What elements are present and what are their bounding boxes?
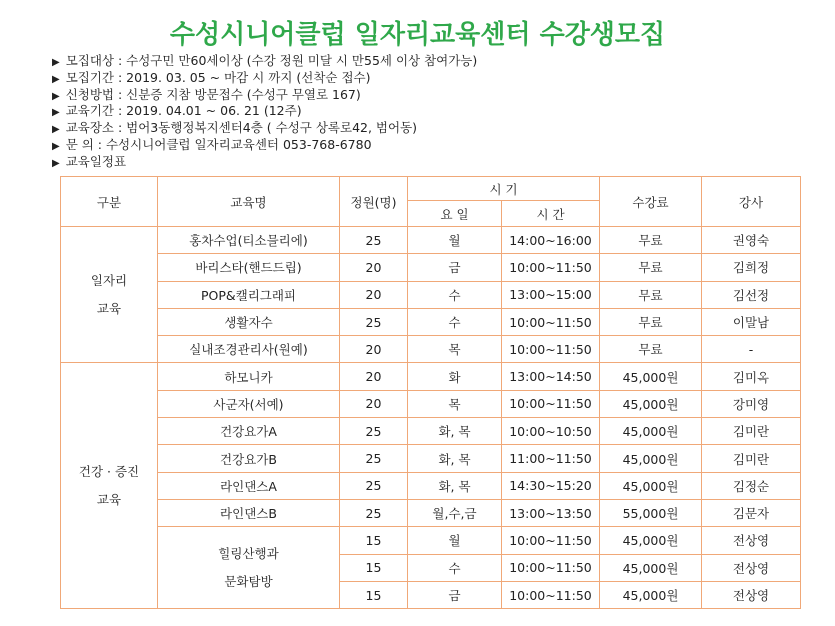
fee-cell: 45,000원 [600,581,702,608]
day-cell: 화, 목 [408,445,502,472]
day-cell: 월 [408,227,502,254]
instructor-cell: 이말남 [702,308,801,335]
instructor-cell: 김미란 [702,445,801,472]
table-row [61,445,801,472]
table-row [61,390,801,417]
instructor-cell: 김미옥 [702,363,801,390]
fee-cell: 무료 [600,227,702,254]
category-cell-job: 일자리 교육 [61,227,158,363]
fee-cell: 45,000원 [600,554,702,581]
table-row [61,308,801,335]
info-contact: ▶ 문 의 : 수성시니어클럽 일자리교육센터 053-768-6780 [52,137,812,154]
capacity-cell: 25 [340,308,408,335]
day-cell: 화, 목 [408,472,502,499]
schedule-table [60,176,801,609]
instructor-cell: 전상영 [702,581,801,608]
fee-cell: 무료 [600,281,702,308]
info-edu-period: ▶ 교육기간 : 2019. 04.01 ~ 06. 21 (12주) [52,103,812,120]
bullet-icon: ▶ [52,73,60,85]
header-day: 요 일 [408,201,502,227]
bullet-icon: ▶ [52,107,60,119]
course-cell: 생활자수 [158,308,340,335]
header-capacity: 정원(명) [340,177,408,227]
table-row [61,418,801,445]
fee-cell: 45,000원 [600,418,702,445]
time-cell: 14:00~16:00 [502,227,600,254]
bullet-icon: ▶ [52,90,60,102]
table-row [61,363,801,390]
capacity-cell: 15 [340,581,408,608]
time-cell: 10:00~11:50 [502,390,600,417]
instructor-cell: 전상영 [702,554,801,581]
header-instructor: 강사 [702,177,801,227]
day-cell: 목 [408,390,502,417]
table-row [61,281,801,308]
capacity-cell: 25 [340,445,408,472]
capacity-cell: 25 [340,472,408,499]
course-cell: 건강요가B [158,445,340,472]
capacity-cell: 20 [340,363,408,390]
info-target: ▶ 모집대상 : 수성구민 만60세이상 (수강 정원 미달 시 만55세 이상 참여가능) [52,53,812,70]
day-cell: 수 [408,281,502,308]
table-row [61,472,801,499]
category-cell-health: 건강 · 증진 교육 [61,363,158,609]
instructor-cell: 김문자 [702,499,801,526]
header-time: 시 간 [502,201,600,227]
header-fee: 수강료 [600,177,702,227]
fee-cell: 무료 [600,308,702,335]
day-cell: 수 [408,554,502,581]
bullet-icon: ▶ [52,124,60,136]
table-row [61,227,801,254]
day-cell: 수 [408,308,502,335]
course-cell: 하모니카 [158,363,340,390]
time-cell: 10:00~11:50 [502,308,600,335]
info-period: ▶ 모집기간 : 2019. 03. 05 ~ 마감 시 까지 (선착순 접수) [52,70,812,87]
instructor-cell: 김희정 [702,254,801,281]
table-row [61,499,801,526]
table-row [61,254,801,281]
time-cell: 10:00~11:50 [502,527,600,554]
time-cell: 13:00~14:50 [502,363,600,390]
header-time-group: 시 기 [408,177,600,201]
capacity-cell: 15 [340,527,408,554]
fee-cell: 45,000원 [600,445,702,472]
fee-cell: 무료 [600,254,702,281]
course-cell: 라인댄스B [158,499,340,526]
day-cell: 금 [408,254,502,281]
time-cell: 11:00~11:50 [502,445,600,472]
time-cell: 13:00~15:00 [502,281,600,308]
instructor-cell: 김정순 [702,472,801,499]
fee-cell: 45,000원 [600,472,702,499]
course-cell: 라인댄스A [158,472,340,499]
course-cell: 실내조경관리사(원예) [158,336,340,363]
capacity-cell: 20 [340,336,408,363]
capacity-cell: 20 [340,390,408,417]
instructor-cell: 권영숙 [702,227,801,254]
instructor-cell: 김미란 [702,418,801,445]
day-cell: 화, 목 [408,418,502,445]
instructor-cell: 전상영 [702,527,801,554]
capacity-cell: 25 [340,227,408,254]
day-cell: 월 [408,527,502,554]
time-cell: 10:00~10:50 [502,418,600,445]
capacity-cell: 25 [340,418,408,445]
header-course: 교육명 [158,177,340,227]
instructor-cell: - [702,336,801,363]
day-cell: 화 [408,363,502,390]
table-row [61,336,801,363]
day-cell: 금 [408,581,502,608]
fee-cell: 55,000원 [600,499,702,526]
course-cell-merged: 힐링산행과 문화탐방 [158,527,340,609]
capacity-cell: 20 [340,281,408,308]
capacity-cell: 15 [340,554,408,581]
fee-cell: 45,000원 [600,527,702,554]
course-cell: POP&캘리그래피 [158,281,340,308]
header-category: 구분 [61,177,158,227]
time-cell: 13:00~13:50 [502,499,600,526]
recruitment-info [52,53,812,171]
info-location: ▶ 교육장소 : 범어3동행정복지센터4층 ( 수성구 상록로42, 범어동) [52,120,812,137]
course-cell: 사군자(서예) [158,390,340,417]
bullet-icon: ▶ [52,157,60,169]
fee-cell: 45,000원 [600,363,702,390]
day-cell: 월,수,금 [408,499,502,526]
course-cell: 바리스타(핸드드립) [158,254,340,281]
time-cell: 14:30~15:20 [502,472,600,499]
fee-cell: 45,000원 [600,390,702,417]
time-cell: 10:00~11:50 [502,254,600,281]
bullet-icon: ▶ [52,140,60,152]
time-cell: 10:00~11:50 [502,581,600,608]
capacity-cell: 20 [340,254,408,281]
info-method: ▶ 신청방법 : 신분증 지참 방문접수 (수성구 무열로 167) [52,87,812,104]
table-row [61,527,801,554]
time-cell: 10:00~11:50 [502,554,600,581]
bullet-icon: ▶ [52,57,60,68]
time-cell: 10:00~11:50 [502,336,600,363]
instructor-cell: 강미영 [702,390,801,417]
page-title: 수성시니어클럽 일자리교육센터 수강생모집 [169,20,666,50]
day-cell: 목 [408,336,502,363]
fee-cell: 무료 [600,336,702,363]
capacity-cell: 25 [340,499,408,526]
instructor-cell: 김선정 [702,281,801,308]
course-cell: 홍차수업(티소믈리에) [158,227,340,254]
course-cell: 건강요가A [158,418,340,445]
info-schedule-heading: ▶ 교육일정표 [52,154,812,171]
